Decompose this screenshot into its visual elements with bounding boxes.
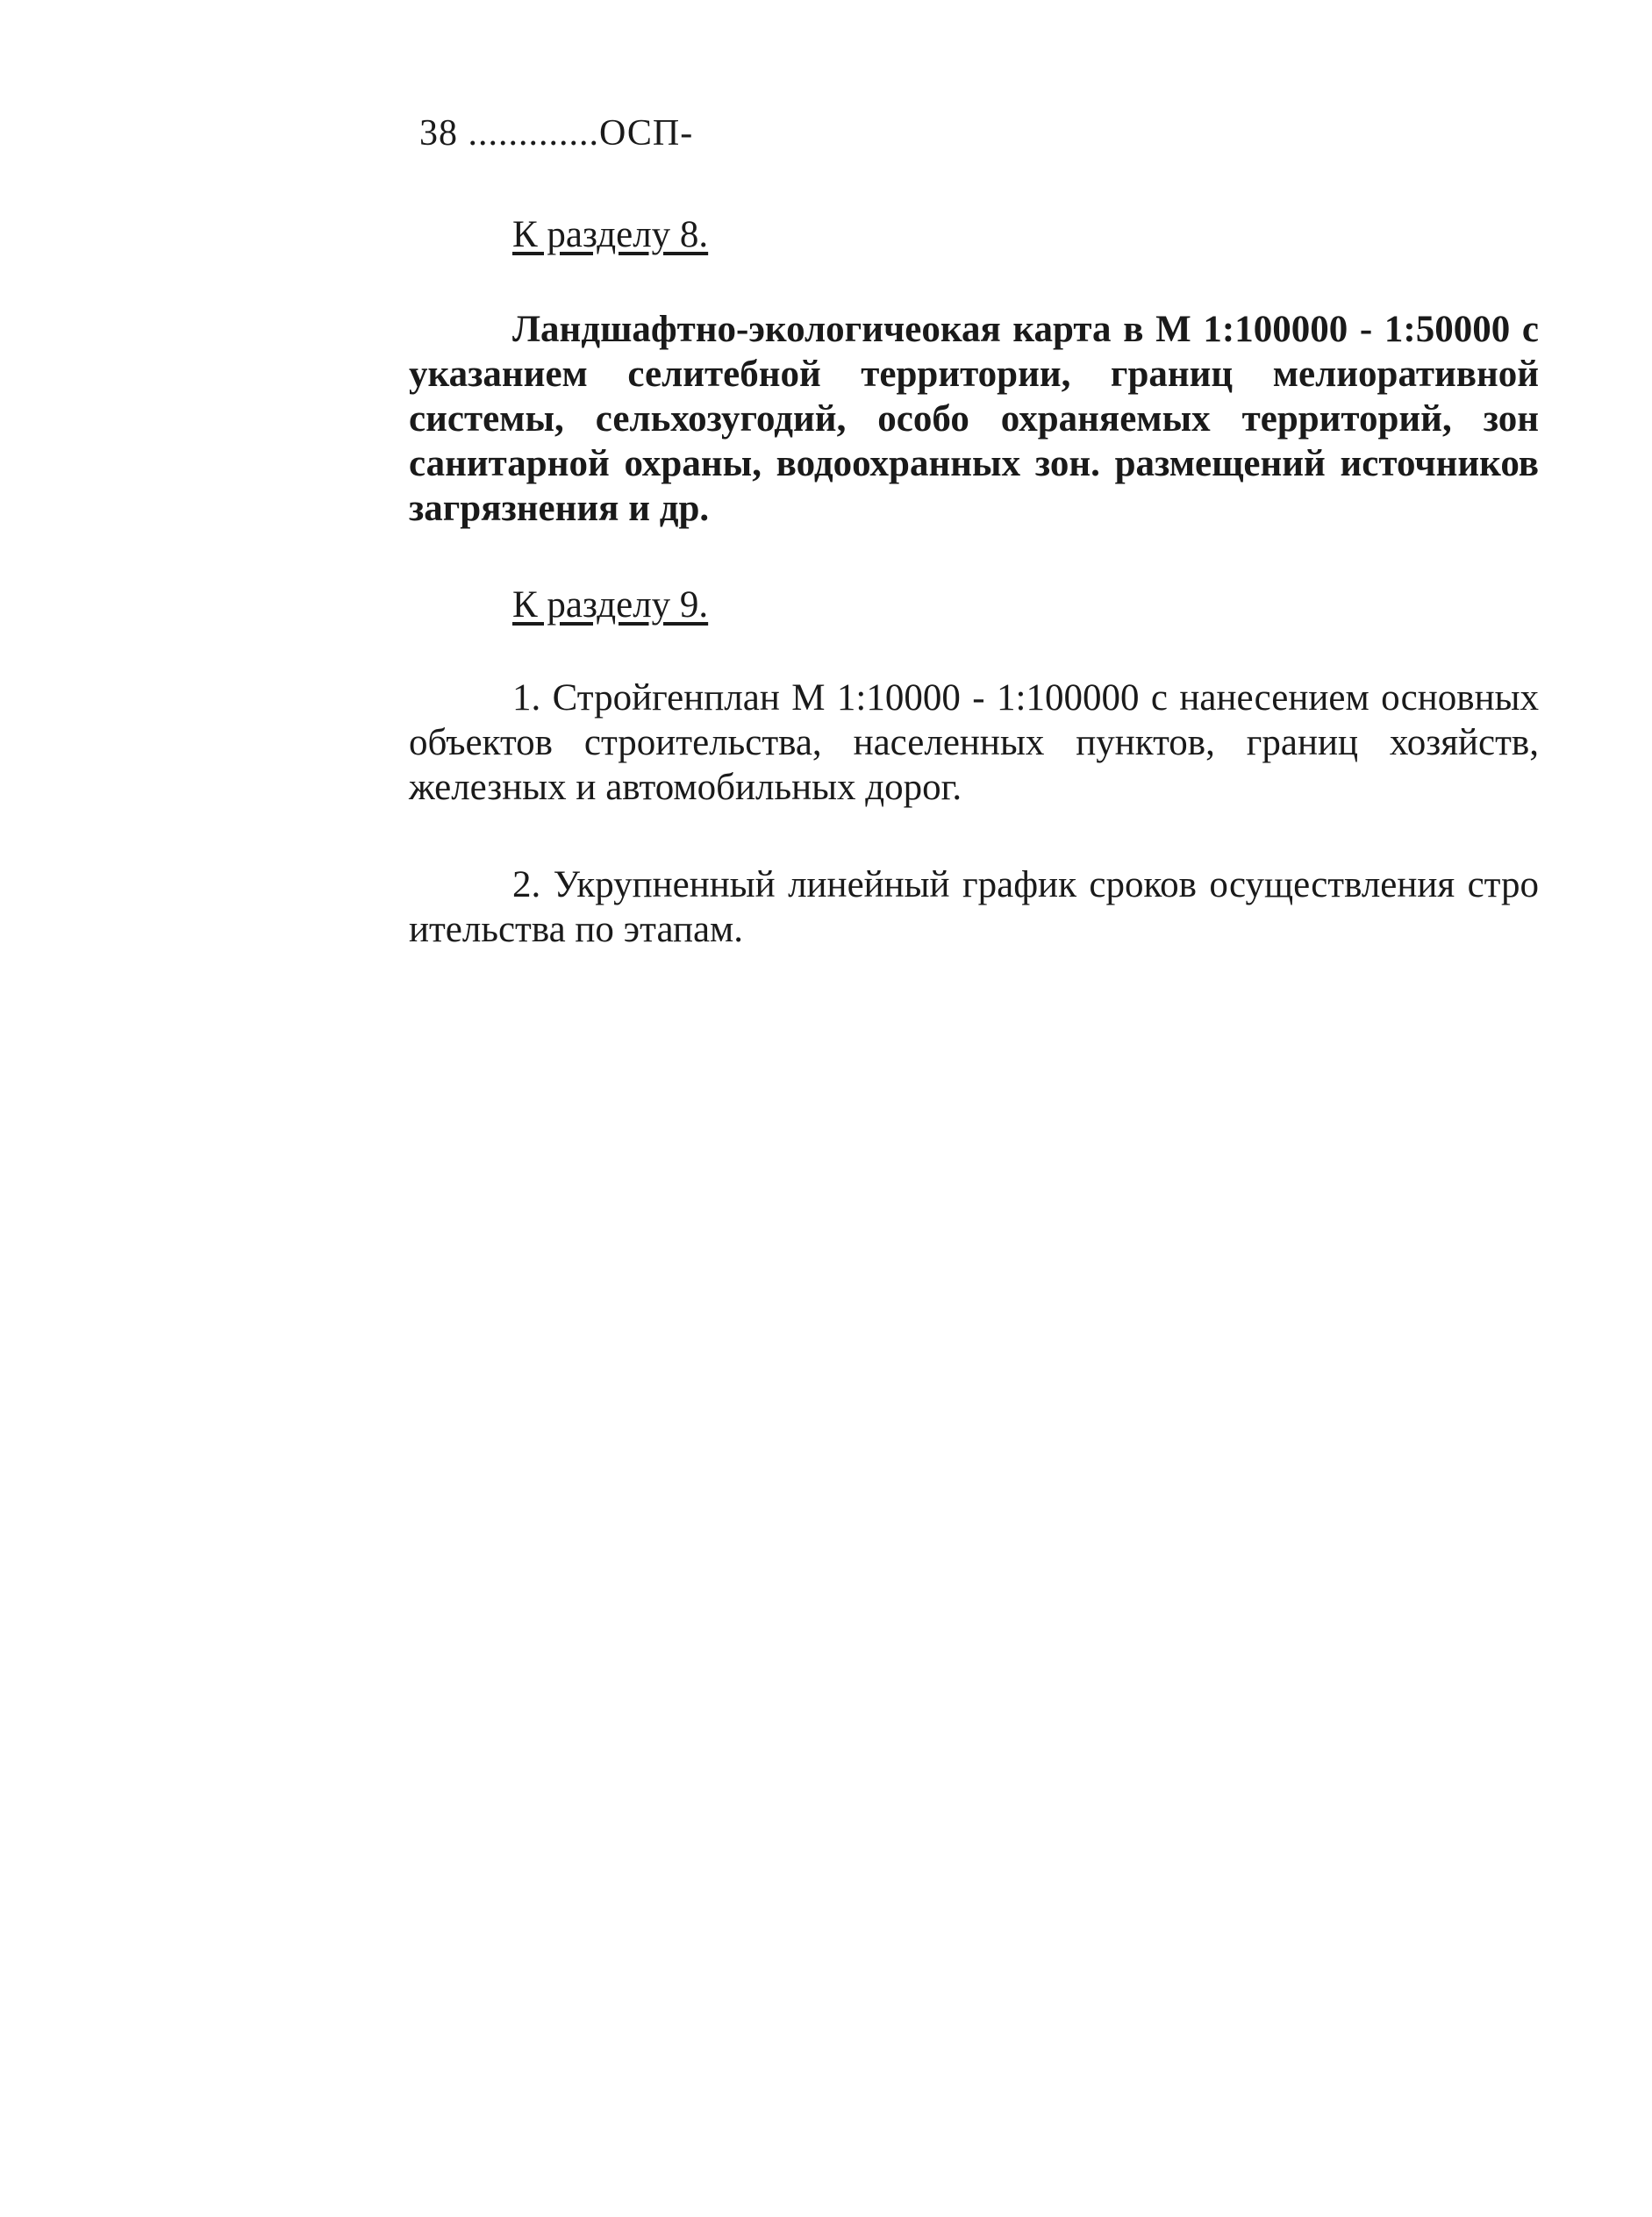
section-9-item-2: 2. Укрупненный линейный график сроков осуществления стро ительства по этапам. <box>409 864 1539 950</box>
section-9-heading: К разделу 9. <box>512 584 709 626</box>
section-8-heading: К разделу 8. <box>512 214 709 255</box>
section-8-paragraph: Ландшафтно-экологичеокая карта в М 1:100000 - 1:50000 с указанием селитебной территории, границ мелиоративной системы, сельхозугодий, особо охраняемых территорий, зон санитарной охраны, водоохранных зон. размещений источников загрязнения и др. <box>409 309 1539 529</box>
page-header: 38 .............ОСП- <box>419 113 694 154</box>
section-9-item-1: 1. Стройгенплан М 1:10000 - 1:100000 с нанесением основных объектов строительства, населенных пунктов, границ хозяйств, железных и автомобильных дорог. <box>409 677 1539 808</box>
